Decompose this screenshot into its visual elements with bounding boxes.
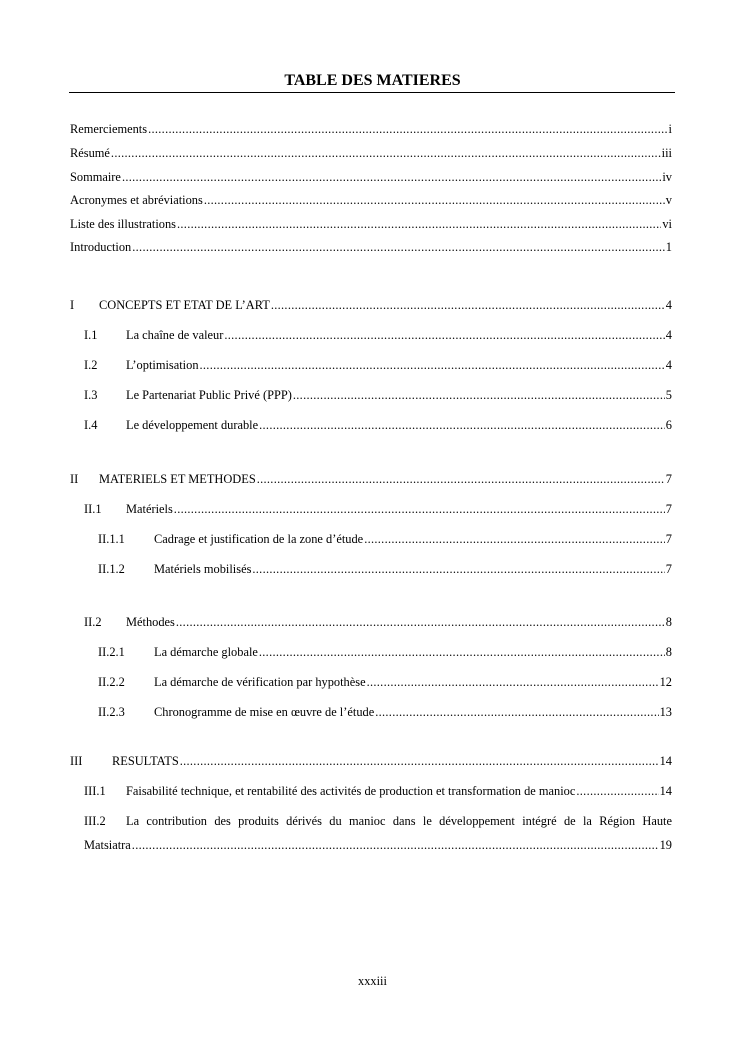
title-underline bbox=[69, 92, 675, 93]
toc-entry-number: III bbox=[70, 754, 83, 768]
toc-section-continuation[interactable] bbox=[70, 837, 672, 853]
toc-entry-page: 14 bbox=[659, 784, 672, 798]
dot-leader bbox=[257, 471, 665, 487]
toc-section[interactable] bbox=[70, 417, 672, 433]
dot-leader bbox=[132, 239, 665, 255]
toc-entry-label: Méthodes bbox=[126, 615, 175, 629]
dot-leader bbox=[200, 357, 665, 373]
toc-entry-page: 1 bbox=[665, 240, 672, 254]
toc-entry-page: iv bbox=[662, 170, 672, 184]
toc-entry-label: L’optimisation bbox=[126, 358, 199, 372]
toc-section[interactable] bbox=[70, 614, 672, 630]
toc-entry-page: 14 bbox=[659, 754, 672, 768]
toc-entry-label: CONCEPTS ET ETAT DE L’ART bbox=[99, 298, 270, 312]
toc-entry-page: 4 bbox=[665, 328, 672, 342]
toc-section[interactable] bbox=[70, 357, 672, 373]
dot-leader bbox=[252, 561, 664, 577]
toc-entry-label-line2: Matsiatra bbox=[84, 838, 131, 852]
dot-leader bbox=[111, 145, 661, 161]
toc-entry-label: Remerciements bbox=[70, 122, 148, 136]
toc-entry-label: RESULTATS bbox=[112, 754, 179, 768]
toc-entry-number: I.4 bbox=[84, 418, 98, 432]
toc-entry-label: Le Partenariat Public Privé (PPP) bbox=[126, 388, 292, 402]
toc-entry-page: 13 bbox=[659, 705, 672, 719]
dot-leader bbox=[259, 417, 665, 433]
toc-entry-label: Le développement durable bbox=[126, 418, 259, 432]
dot-leader bbox=[132, 837, 659, 853]
toc-entry-label: Résumé bbox=[70, 146, 110, 160]
toc-entry-page: iii bbox=[661, 146, 672, 160]
dot-leader bbox=[177, 216, 661, 232]
dot-leader bbox=[176, 614, 665, 630]
toc-entry[interactable] bbox=[70, 121, 672, 137]
toc-entry-label: Cadrage et justification de la zone d’étude bbox=[154, 532, 364, 546]
toc-entry-page: 4 bbox=[665, 358, 672, 372]
toc-entry-page: 8 bbox=[665, 615, 672, 629]
toc-entry-number: II.2.3 bbox=[98, 705, 125, 719]
toc-entry[interactable] bbox=[70, 239, 672, 255]
dot-leader bbox=[367, 674, 659, 690]
toc-entry-page: 19 bbox=[659, 838, 672, 852]
toc-entry-label: Matériels bbox=[126, 502, 173, 516]
page-title: TABLE DES MATIERES bbox=[284, 72, 461, 89]
dot-leader bbox=[148, 121, 667, 137]
toc-entry-label: Acronymes et abréviations bbox=[70, 193, 203, 207]
toc-entry-label: MATERIELS ET METHODES bbox=[99, 472, 256, 486]
toc-entry-label: La démarche de vérification par hypothèse bbox=[154, 675, 366, 689]
toc-entry-number: I.2 bbox=[84, 358, 98, 372]
toc-section[interactable] bbox=[70, 783, 672, 799]
toc-entry-number: II.1.1 bbox=[98, 532, 125, 546]
toc-entry-label: Matériels mobilisés bbox=[154, 562, 252, 576]
toc-subsection[interactable] bbox=[70, 674, 672, 690]
toc-entry-number: I bbox=[70, 298, 75, 312]
toc-section[interactable] bbox=[70, 327, 672, 343]
toc-entry-label: Faisabilité technique, et rentabilité des activités de production et transformation de manioc bbox=[126, 784, 576, 798]
dot-leader bbox=[122, 169, 661, 185]
toc-entry-number: I.3 bbox=[84, 388, 98, 402]
toc-section[interactable] bbox=[70, 387, 672, 403]
toc-entry-label: La démarche globale bbox=[154, 645, 258, 659]
toc-entry-page: v bbox=[665, 193, 672, 207]
toc-subsection[interactable] bbox=[70, 704, 672, 720]
toc-subsection[interactable] bbox=[70, 644, 672, 660]
dot-leader bbox=[259, 644, 665, 660]
toc-subsection[interactable] bbox=[70, 531, 672, 547]
toc-entry-page: vi bbox=[662, 217, 672, 231]
toc-entry-number: II.1.2 bbox=[98, 562, 125, 576]
toc-entry-page: 8 bbox=[665, 645, 672, 659]
toc-entry-page: 4 bbox=[665, 298, 672, 312]
toc-section[interactable] bbox=[70, 501, 672, 517]
toc-entry-label: Introduction bbox=[70, 240, 132, 254]
toc-entry-label: Liste des illustrations bbox=[70, 217, 176, 231]
dot-leader bbox=[271, 297, 665, 313]
toc-entry-page: 5 bbox=[665, 388, 672, 402]
toc-entry-page: 7 bbox=[665, 532, 672, 546]
toc-entry[interactable] bbox=[70, 216, 672, 232]
toc-entry[interactable] bbox=[70, 169, 672, 185]
toc-chapter-3[interactable] bbox=[70, 753, 672, 769]
toc-entry-number: II.2.2 bbox=[98, 675, 125, 689]
toc-entry-label: La chaîne de valeur bbox=[126, 328, 224, 342]
toc-entry[interactable] bbox=[70, 192, 672, 208]
toc-entry-number: II.2 bbox=[84, 615, 102, 629]
toc-entry-page: 7 bbox=[665, 562, 672, 576]
toc-entry-page: i bbox=[668, 122, 672, 136]
dot-leader bbox=[224, 327, 664, 343]
dot-leader bbox=[180, 753, 659, 769]
toc-entry-page: 7 bbox=[665, 502, 672, 516]
toc-entry-number: III.2 bbox=[84, 814, 106, 828]
toc-entry-page: 6 bbox=[665, 418, 672, 432]
toc-entry-page: 7 bbox=[665, 472, 672, 486]
toc-chapter-1[interactable] bbox=[70, 297, 672, 313]
dot-leader bbox=[174, 501, 665, 517]
dot-leader bbox=[293, 387, 665, 403]
toc-entry-label: Sommaire bbox=[70, 170, 121, 184]
toc-entry-number: II.1 bbox=[84, 502, 102, 516]
page-number: xxxiii bbox=[358, 974, 387, 988]
toc-entry-label-line1: La contribution des produits dérivés du manioc dans le développement intégré de la Région Haute bbox=[126, 814, 672, 828]
toc-entry-number: I.1 bbox=[84, 328, 98, 342]
dot-leader bbox=[375, 704, 658, 720]
toc-entry-label: Chronogramme de mise en œuvre de l’étude bbox=[154, 705, 375, 719]
toc-entry[interactable] bbox=[70, 145, 672, 161]
toc-entry-number: II bbox=[70, 472, 79, 486]
toc-section-wrapped[interactable] bbox=[70, 813, 672, 829]
toc-entry-number: II.2.1 bbox=[98, 645, 125, 659]
toc-entry-number: III.1 bbox=[84, 784, 106, 798]
toc-entry-page: 12 bbox=[659, 675, 672, 689]
toc-chapter-2[interactable] bbox=[70, 471, 672, 487]
dot-leader bbox=[364, 531, 665, 547]
dot-leader bbox=[576, 783, 658, 799]
toc-subsection[interactable] bbox=[70, 561, 672, 577]
dot-leader bbox=[204, 192, 665, 208]
